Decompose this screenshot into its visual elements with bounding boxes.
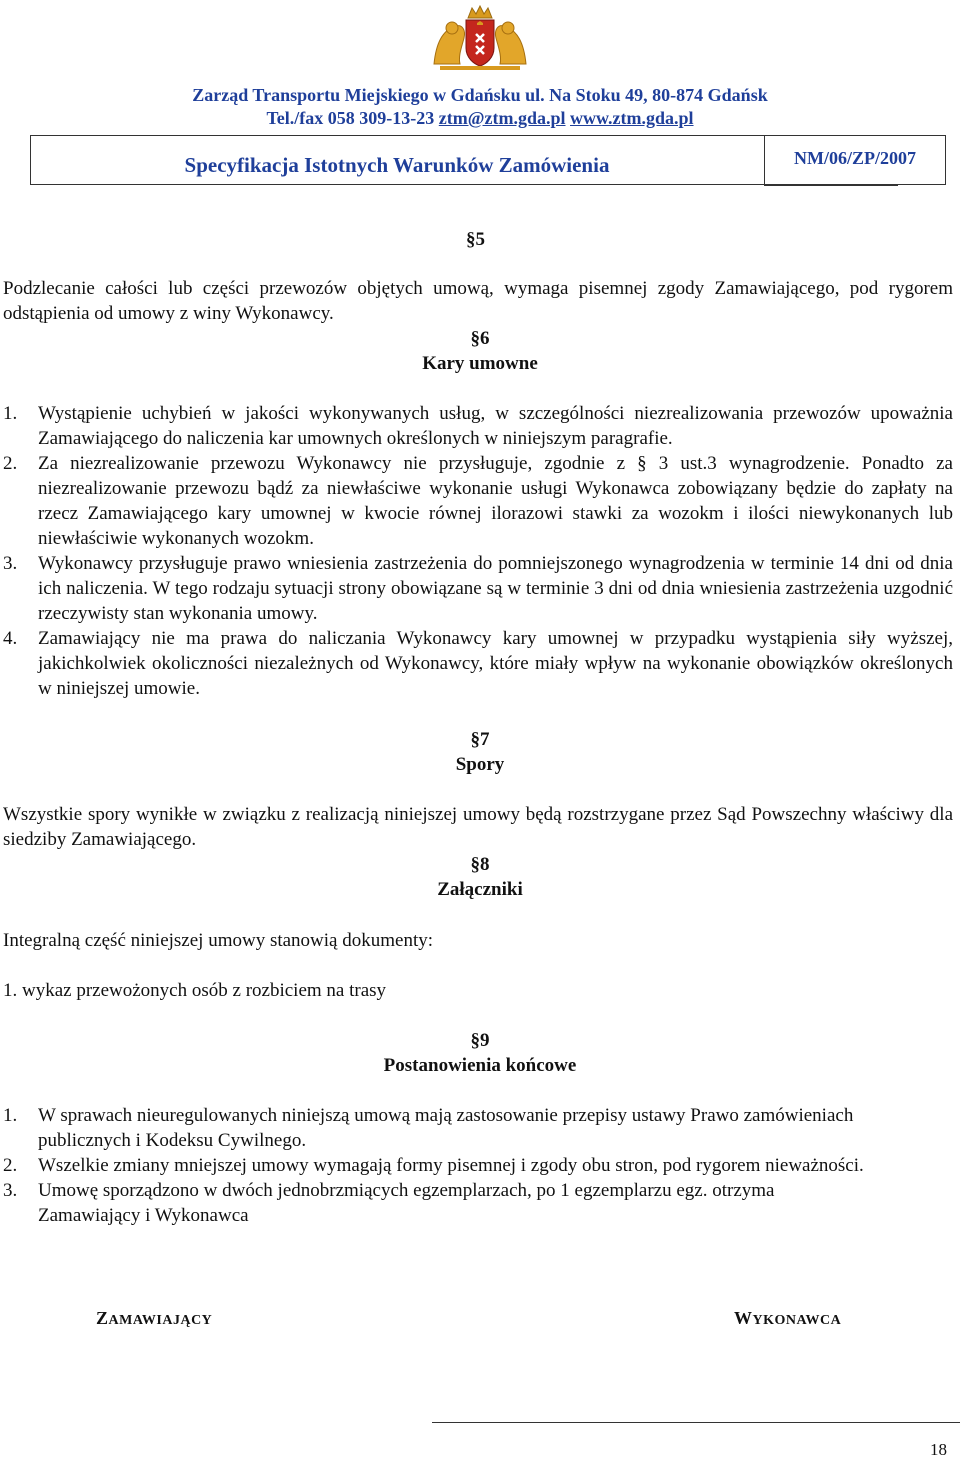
list-item-text: Wszelkie zmiany mniejszej umowy wymagają formy pisemnej i zgody obu stron, pod rygorem nieważności. bbox=[38, 1155, 864, 1176]
section-9-heading: §9 bbox=[470, 1030, 490, 1051]
section-8-title: Załączniki bbox=[437, 879, 523, 900]
list-item-number: 2. bbox=[3, 1155, 18, 1176]
section-6-heading: §6 bbox=[470, 328, 490, 349]
list-item-number: 1. bbox=[3, 403, 18, 424]
signature-contractor bbox=[734, 1306, 841, 1333]
email-link[interactable]: ztm@ztm.gda.pl bbox=[438, 108, 566, 128]
section-8-intro: Integralną część niniejszej umowy stanowią dokumenty: bbox=[3, 930, 434, 951]
section-9-title: Postanowienia końcowe bbox=[383, 1055, 577, 1076]
list-item-text: Wystąpienie uchybień w jakości wykonywanych usług, w szczególności niezrealizowania przewozów upoważnia Zamawiającego do naliczenia kar umownych określonych w niniejszym paragrafie. bbox=[38, 403, 953, 449]
list-item-text: Wykonawcy przysługuje prawo wniesienia zastrzeżenia do pomniejszonego wynagrodzenia w terminie 14 dni od dnia ich naliczenia. W tego rodzaju sytuacji strony obowiązane są w terminie 3 dni od dnia wniesienia zastrzeżenia uzgodnić rzeczywisty stan wykonania umowy. bbox=[38, 553, 953, 624]
ref-number-underline bbox=[764, 184, 898, 186]
header-contact bbox=[0, 106, 960, 131]
signature-right-initial: W bbox=[734, 1308, 753, 1328]
list-item bbox=[3, 551, 953, 626]
signature-left-initial: Z bbox=[96, 1308, 109, 1328]
list-item-number: 3. bbox=[3, 553, 18, 574]
footer-divider bbox=[432, 1422, 960, 1423]
list-item-number: 4. bbox=[3, 628, 18, 649]
list-item-text: W sprawach nieuregulowanych niniejszą umową mają zastosowanie przepisy ustawy Prawo zamówieniach publicznych i Kodeksu Cywilnego. bbox=[38, 1105, 854, 1151]
signature-left-rest: AMAWIAJĄCY bbox=[108, 1313, 213, 1328]
list-item bbox=[3, 1178, 873, 1228]
signature-right-rest: YKONAWCA bbox=[752, 1313, 842, 1328]
list-item bbox=[3, 401, 953, 451]
gdansk-coat-of-arms-icon bbox=[428, 4, 532, 72]
spec-title: Specyfikacja Istotnych Warunków Zamówienia bbox=[184, 153, 610, 177]
section-9-list bbox=[3, 1103, 873, 1228]
list-item bbox=[3, 1103, 873, 1153]
list-item bbox=[3, 451, 953, 551]
section-7-heading: §7 bbox=[470, 729, 490, 750]
list-item-number: 2. bbox=[3, 453, 18, 474]
section-7-title: Spory bbox=[455, 754, 505, 775]
ref-number: NM/06/ZP/2007 bbox=[794, 148, 916, 168]
website-link[interactable]: www.ztm.gda.pl bbox=[570, 108, 694, 128]
section-6-title: Kary umowne bbox=[422, 353, 538, 374]
list-item-text: Umowę sporządzono w dwóch jednobrzmiących egzemplarzach, po 1 egzemplarzu egz. otrzyma Zamawiający i Wykonawca bbox=[38, 1180, 775, 1226]
list-item-number: 3. bbox=[3, 1180, 18, 1201]
section-8-heading: §8 bbox=[470, 854, 490, 875]
section-6-list bbox=[3, 401, 953, 701]
list-item bbox=[3, 626, 953, 701]
header-phone: Tel./fax 058 309-13-23 bbox=[266, 108, 439, 128]
section-5-heading: §5 bbox=[466, 229, 485, 250]
list-item-text: Za niezrealizowanie przewozu Wykonawcy nie przysługuje, zgodnie z § 3 ust.3 wynagrodzenie. Ponadto za niezrealizowanie przewozu bądź za niewłaściwe wykonanie usługi Wykonawca zobowiązany będzie do zapłaty na rzecz Zamawiającego kary umownej w kwocie równej ilorazowi stawki za wozokm i ilości niewykonanych lub niewłaściwie wykonanych wozokm. bbox=[38, 453, 953, 549]
header-address: Zarząd Transportu Miejskiego w Gdańsku ul. Na Stoku 49, 80-874 Gdańsk bbox=[192, 85, 768, 105]
section-5-text: Podzlecanie całości lub części przewozów objętych umową, wymaga pisemnej zgody Zamawiającego, pod rygorem odstąpienia od umowy z winy Wykonawcy. bbox=[3, 278, 953, 324]
section-7-text: Wszystkie spory wynikłe w związku z realizacją niniejszej umowy będą rozstrzygane przez Sąd Powszechny właściwy dla siedziby Zamawiającego. bbox=[3, 804, 953, 850]
list-item-text: Zamawiający nie ma prawa do naliczania Wykonawcy kary umownej w przypadku wystąpienia siły wyższej, jakichkolwiek okoliczności niezależnych od Wykonawcy, które miały wpływ na wykonanie obowiązków określonych w niniejszej umowie. bbox=[38, 628, 953, 699]
list-item bbox=[3, 1153, 873, 1178]
list-item-number: 1. bbox=[3, 1105, 18, 1126]
signature-contracting-authority bbox=[96, 1306, 212, 1333]
section-8-item: 1. wykaz przewożonych osób z rozbiciem na trasy bbox=[3, 980, 387, 1001]
page-number: 18 bbox=[930, 1440, 947, 1459]
